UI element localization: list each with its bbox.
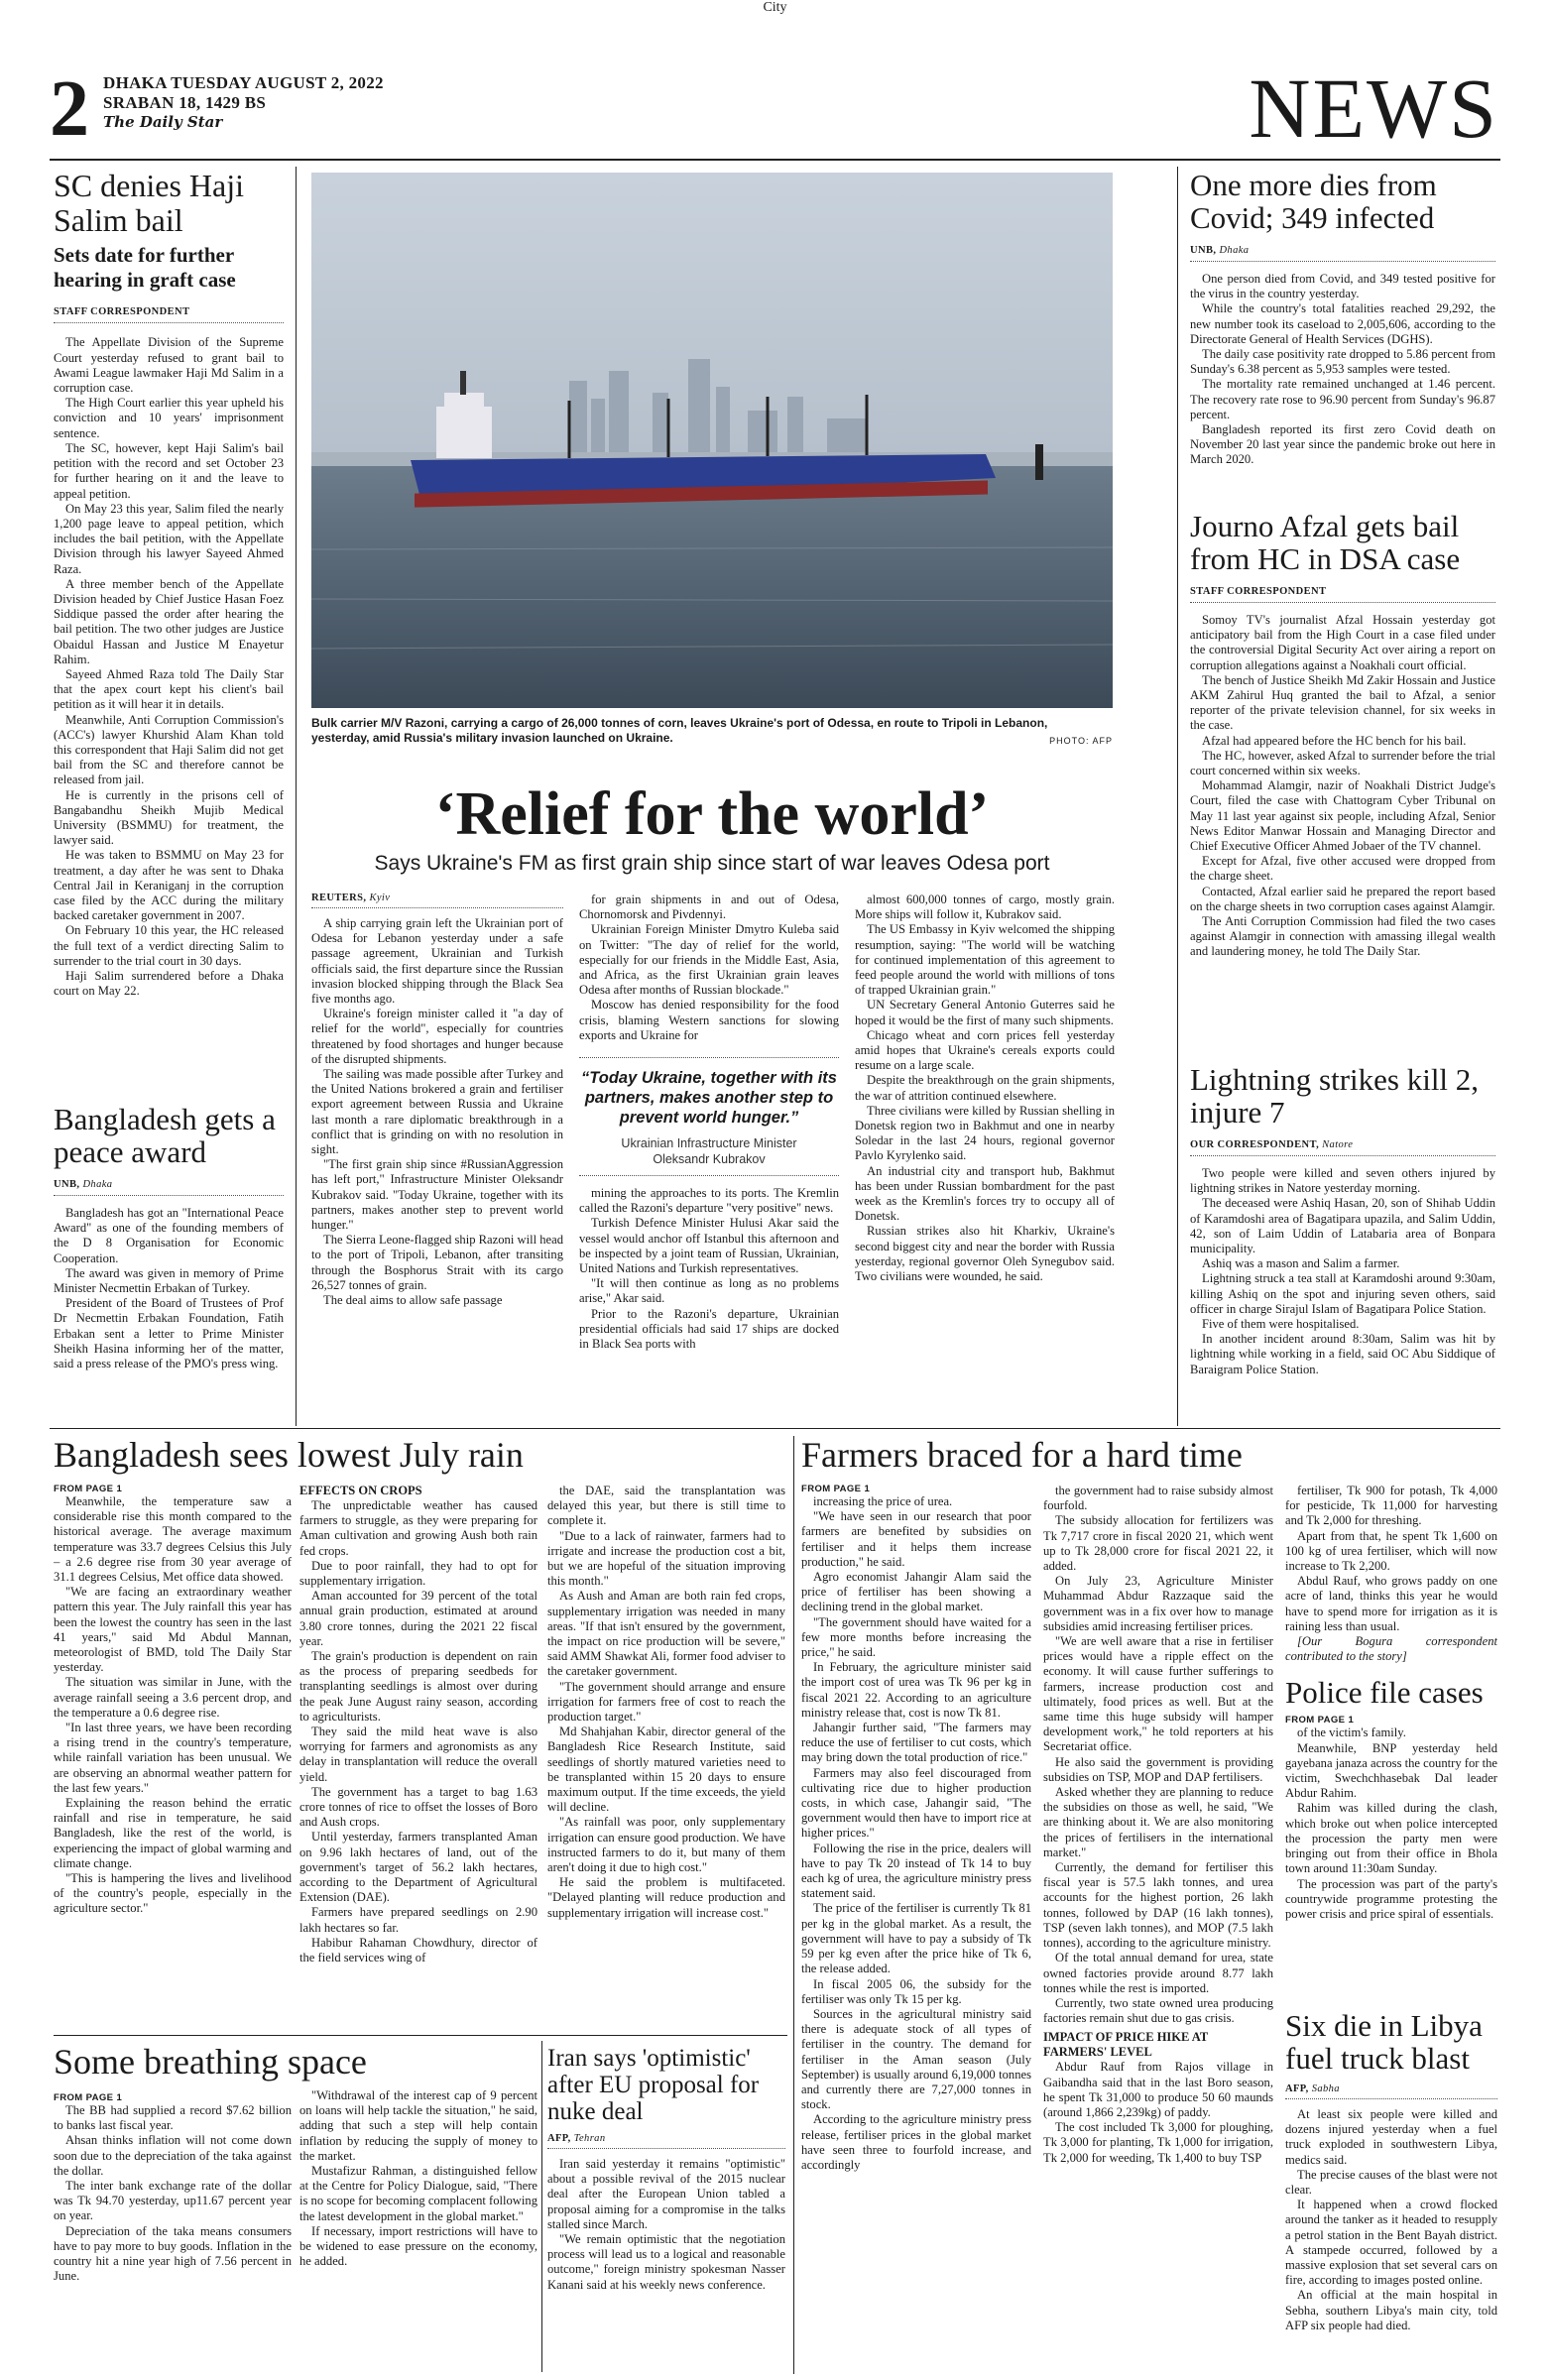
- paragraph: The mortality rate remained unchanged at 1.46 percent. The recovery rate rose to 96.90 percent from Sunday's 96.87 percent.: [1190, 377, 1495, 421]
- paragraph: Prior to the Razoni's departure, Ukrainian presidential officials had said 17 ships are docked in Black Sea ports with: [579, 1306, 839, 1352]
- dateline-bengali-date: SRABAN 18, 1429 BS: [103, 93, 267, 112]
- paragraph: He said the problem is multifaceted. "Delayed planting will reduce production and supplementary irrigation will increase cost.": [547, 1875, 785, 1920]
- paragraph: "In last three years, we have been recording a rising trend in the country's temperature, while rainfall variation has been unusual. We are observing an abnormal weather pattern for the last few years.": [54, 1721, 292, 1795]
- ship-photo: [311, 173, 1113, 708]
- paragraph: It happened when a crowd flocked around the tanker as it headed to resupply a petrol station in the Bent Bayah district. A stampede occurred, followed by a massive explosion that set several cars on fire, according to images posted online.: [1285, 2198, 1497, 2288]
- paragraph: "It will then continue as long as no problems arise," Akar said.: [579, 1276, 839, 1306]
- paragraph: "We are well aware that a rise in fertiliser prices would have a ripple effect on the economy. It will cause further sufferings to farmers, increase production cost and ultimately, food prices as well. But at the same time this huge subsidy will hamper development work," he told reporters at his Secretariat office.: [1043, 1634, 1273, 1754]
- headline: One more dies from Covid; 349 infected: [1190, 169, 1437, 236]
- paragraph: A three member bench of the Appellate Division headed by Chief Justice Hasan Foez Siddique passed the order after hearing the bail petition. The two other judges are Justice Obaidul Hassan and Justice M Enayetur Rahim.: [54, 576, 284, 666]
- paragraph: The sailing was made possible after Turkey and the United Nations brokered a grain and fertiliser export agreement between Russia and Ukraine last month a rare diplomatic breakthrough in a conflict that is grinding on with no resolution in sight.: [311, 1067, 563, 1157]
- paragraph: increasing the price of urea.: [813, 1494, 953, 1508]
- paragraph: fertiliser, Tk 900 for potash, Tk 4,000 for pesticide, Tk 11,000 for harvesting and Tk 2,000 for threshing.: [1285, 1484, 1497, 1528]
- paragraph: The inter bank exchange rate of the dollar was Tk 94.70 yesterday, up11.67 percent year on year.: [54, 2179, 292, 2223]
- headline: Bangladesh sees lowest July rain: [54, 1435, 524, 1475]
- paragraph: The award was given in memory of Prime Minister Necmettin Erbakan of Turkey.: [54, 1265, 284, 1295]
- paragraph: Chicago wheat and corn prices fell yesterday amid hopes that Ukraine's cereals exports could resume on a large scale.: [855, 1027, 1115, 1073]
- byline: AFP, Tehran: [547, 2133, 606, 2144]
- paragraph: Abdur Rauf from Rajos village in Gaibandha said that in the last Boro season, he spent Tk 31,000 to produce 50 60 maunds (around 1,866 2,239kg) of paddy.: [1043, 2060, 1273, 2119]
- paragraph: Three civilians were killed by Russian shelling in Donetsk region two in Bakhmut and one in nearby Soledar in the last 24 hours, regional governor Pavlo Kyrylenko said.: [855, 1103, 1115, 1163]
- paragraph: In another incident around 8:30am, Salim was hit by lightning while working in a field, said OC Abu Siddique of Baraigram Police Station.: [1190, 1332, 1495, 1376]
- paragraph: Depreciation of the taka means consumers have to pay more to buy goods. Inflation in the country hit a nine year high of 7.56 percent in June.: [54, 2223, 292, 2284]
- paragraph: "Withdrawal of the interest cap of 9 percent on loans will help tackle the situation," he said, adding that such a step will help contain inflation by reducing the supply of money to the market.: [299, 2088, 537, 2163]
- paragraph: the DAE, said the transplantation was delayed this year, but there is still time to complete it.: [547, 1484, 785, 1528]
- paragraph: Meanwhile, Anti Corruption Commission's (ACC's) lawyer Khurshid Alam Khan told this correspondent that Haji Salim did not get bail from the SC and therefore cannot be released from jail.: [54, 712, 284, 787]
- headline: Police file cases: [1285, 1676, 1484, 1710]
- headline: Bangladesh gets a peace award: [54, 1103, 276, 1170]
- paragraph: Contacted, Afzal earlier said he prepared the report based on the charge sheets in two corruption cases against Alamgir.: [1190, 884, 1495, 913]
- paragraph: "The government should have waited for a few more months before increasing the price," he said.: [801, 1614, 1031, 1660]
- from-page-label: FROM PAGE 1: [54, 1484, 123, 1494]
- article-body: [54, 1206, 284, 1371]
- paragraph: Currently, two state owned urea producing factories remain shut due to gas crisis.: [1043, 1995, 1273, 2026]
- article-breathing-col2: [299, 2088, 537, 2370]
- quote-attribution-title: Ukrainian Infrastructure Minister: [621, 1136, 797, 1151]
- paragraph: Ahsan thinks inflation will not come down soon due to the depreciation of the taka against the dollar.: [54, 2133, 292, 2178]
- article-lightning: [1190, 1063, 1495, 1422]
- paragraph: Turkish Defence Minister Hulusi Akar said the vessel would anchor off Istanbul this afternoon and be inspected by a joint team of Russian, Ukrainian, United Nations and Turkish representatives.: [579, 1216, 839, 1276]
- paragraph: UN Secretary General Antonio Guterres said he hoped it would be the first of many such shipments.: [855, 998, 1115, 1027]
- paragraph: Asked whether they are planning to reduce the subsidies on those as well, he said, "We are thinking about it. We are also monitoring the prices of fertilisers in the international market.": [1043, 1785, 1273, 1859]
- paragraph: Rahim was killed during the clash, which broke out when police intercepted the procession the party men were bringing out from their office in Bhola town around 11:30am Sunday.: [1285, 1801, 1497, 1876]
- byline: UNB, Dhaka: [54, 1178, 113, 1190]
- paragraph: Except for Afzal, five other accused were dropped from the charge sheet.: [1190, 854, 1495, 884]
- byline: REUTERS, Kyiv: [311, 892, 391, 903]
- headline: Journo Afzal gets bail from HC in DSA case: [1190, 510, 1461, 577]
- paragraph: Russian strikes also hit Kharkiv, Ukraine's second biggest city and near the border with Russia yesterday, regional governor Oleh Synegubov said. Two civilians were wounded, he said.: [855, 1224, 1115, 1284]
- byline: UNB, Dhaka: [1190, 244, 1250, 256]
- paragraph: The Appellate Division of the Supreme Court yesterday refused to grant bail to Awami League lawmaker Haji Md Salim in a corruption case.: [54, 335, 284, 396]
- headline: Six die in Libya fuel truck blast: [1285, 2009, 1483, 2077]
- article-relief-col1: [311, 892, 563, 1418]
- paragraph: "The government should arrange and ensure irrigation for farmers free of cost to reach the production target.": [547, 1679, 785, 1725]
- paragraph: Moscow has denied responsibility for the food crisis, blaming Western sanctions for slowing exports and Ukraine for: [579, 998, 839, 1042]
- dateline-date: DHAKA TUESDAY AUGUST 2, 2022: [103, 73, 384, 92]
- subheadline: Says Ukraine's FM as first grain ship since start of war leaves Odesa port: [374, 851, 1050, 875]
- article-libya: [1285, 2009, 1497, 2372]
- from-page-label: FROM PAGE 1: [801, 1484, 871, 1494]
- paragraph: mining the approaches to its ports. The Kremlin called the Razoni's departure "very positive" news.: [579, 1186, 839, 1216]
- paragraph: Sources in the agricultural ministry said there is adequate stock of all types of fertiliser in the country. The demand for fertiliser in the Aman season (July September) is usually around 6,19,000 tonnes and currently there are 7,27,000 tonnes in stock.: [801, 2006, 1031, 2112]
- paragraph: The price of the fertiliser is currently Tk 81 per kg in the global market. As a result, the government will have to pay a subsidy of Tk 59 per kg even after the price hike of Tk 6, the release added.: [801, 1901, 1031, 1976]
- headline: Iran says 'optimistic' after EU proposal for nuke deal: [547, 2045, 760, 2125]
- paragraph: Five of them were hospitalised.: [1202, 1316, 1360, 1331]
- paragraph: The government has a target to bag 1.63 crore tonnes of rice to offset the losses of Boro and Aush crops.: [299, 1784, 537, 1830]
- paragraph: If necessary, import restrictions will have to be widened to ease pressure on the economy, he added.: [299, 2223, 537, 2269]
- paragraph: "We are facing an extraordinary weather pattern this year. The July rainfall this year has been the lowest the country has seen in the last 41 years," said Md Abdul Mannan, meteorologist of BMD, told The Daily Star yesterday.: [54, 1585, 292, 1675]
- article-police: [1285, 1676, 1497, 1997]
- paragraph: The cost included Tk 3,000 for ploughing, Tk 3,000 for planting, Tk 1,000 for irrigation, Tk 2,000 for weeding, Tk 1,400 to buy TSP: [1043, 2120, 1273, 2165]
- paragraph: Until yesterday, farmers transplanted Aman on 9.96 lakh hectares of land, out of the government's target of 56.2 lakh hectares, according to the Department of Agricultural Extension (DAE).: [299, 1830, 537, 1905]
- paragraph: President of the Board of Trustees of Prof Dr Necmettin Erbakan Foundation, Fatih Erbakan sent a letter to Prime Minister Sheikh Hasina informing her of the matter, said a press release of the PMO's press wing.: [54, 1296, 284, 1370]
- article-breathing-col1: [54, 2092, 292, 2370]
- paragraph: Bangladesh has got an "International Peace Award" as one of the founding members of the D 8 Organisation for Economic Cooperation.: [54, 1205, 284, 1265]
- paragraph: "We remain optimistic that the negotiation process will lead us to a logical and reasonable outcome," foreign ministry spokesman Nasser Kanani said at his weekly news conference.: [547, 2232, 785, 2292]
- article-covid: [1190, 169, 1495, 521]
- paragraph: The deal aims to allow safe passage: [323, 1293, 503, 1308]
- paragraph: The bench of Justice Sheikh Md Zakir Hossain and Justice AKM Zahirul Huq granted the bail to Afzal, a senior reporter of the private television channel, for six weeks in the case.: [1190, 672, 1495, 733]
- paragraph: A ship carrying grain left the Ukrainian port of Odesa for Lebanon yesterday under a safe passage agreement, Ukrainian and Turkish officials said, the first departure since the Russian invasion blocked shipping through the Black Sea five months ago.: [311, 916, 563, 1007]
- article-farmers-col1: [801, 1484, 1031, 2372]
- headline: Farmers braced for a hard time: [801, 1435, 1243, 1475]
- paragraph: At least six people were killed and dozens injured yesterday when a fuel truck exploded in southwestern Libya, medics said.: [1285, 2106, 1497, 2167]
- article-farmers-col2: [1043, 1484, 1273, 2372]
- paragraph: According to the agriculture ministry press release, fertiliser prices in the global market have seen three to fourfold increase, and accordingly: [801, 2112, 1031, 2172]
- paragraph: Somoy TV's journalist Afzal Hossain yesterday got anticipatory bail from the High Court in a case filed under the controversial Digital Security Act over airing a report on corruption allegations against a Noakhali court official.: [1190, 612, 1495, 672]
- paragraph: Ukrainian Foreign Minister Dmytro Kuleba said on Twitter: "The day of relief for the world, especially for our friends in the Middle East, Asia, and Africa, as the first Ukrainian grain leaves Odesa after months of Russian blockade.": [579, 922, 839, 998]
- paragraph: Afzal had appeared before the HC bench for his bail.: [1202, 733, 1467, 748]
- paragraph: Abdul Rauf, who grows paddy on one acre of land, thinks this year he would have to spend more for irrigation as it is raining less than usual.: [1285, 1574, 1497, 1633]
- paragraph: In February, the agriculture minister said the import cost of urea was Tk 96 per kg in fiscal 2021 22. According to an agriculture ministry release that, cost is now Tk 81.: [801, 1660, 1031, 1720]
- paragraph: "Due to a lack of rainwater, farmers had to irrigate and increase the production cost a bit, but we are hopeful of the situation improving this month.": [547, 1528, 785, 1589]
- paragraph: On February 10 this year, the HC released the full text of a verdict directing Salim to surrender to the trial court in 30 days.: [54, 923, 284, 968]
- paragraph: They said the mild heat wave is also worrying for farmers and agronomists as any delay in transplantation will reduce the overall yield.: [299, 1725, 537, 1784]
- article-iran: [547, 2045, 785, 2372]
- paragraph: Apart from that, he spent Tk 1,600 on 100 kg of urea fertiliser, which will now increase to Tk 2,200.: [1285, 1528, 1497, 1574]
- paragraph: Lightning struck a tea stall at Karamdoshi around 9:30am, killing Ashiq on the spot and injuring seven others, said officer in charge Sirajul Islam of Bagatipara Police Station.: [1190, 1271, 1495, 1316]
- section-label: City: [763, 0, 787, 15]
- paragraph: An industrial city and transport hub, Bakhmut has been under Russian bombardment for the past week as the Kremlin's forces try to occupy all of Donetsk.: [855, 1163, 1115, 1224]
- article-afzal: [1190, 510, 1495, 1061]
- article-rain-col1: [54, 1484, 292, 2019]
- paragraph: Jahangir further said, "The farmers may reduce the use of fertiliser to cut costs, which may bring down the total production of rice.": [801, 1721, 1031, 1765]
- article-haji-salim: [54, 169, 284, 1101]
- from-page-label: FROM PAGE 1: [1285, 1715, 1355, 1726]
- paragraph: Ukraine's foreign minister called it "a day of relief for the world", especially for countries threatened by food shortages and hunger because of the disrupted shipments.: [311, 1007, 563, 1066]
- paragraph: Iran said yesterday it remains "optimistic" about a possible revival of the 2015 nuclear deal after the European Union tabled a proposal aiming for a compromise in the talks stalled since March.: [547, 2157, 785, 2231]
- paragraph: He also said the government is providing subsidies on TSP, MOP and DAP fertilisers.: [1043, 1754, 1273, 1784]
- paragraph: The deceased were Ashiq Hasan, 20, son of Shihab Uddin of Karamdoshi area of Bagatipara upazila, and Salim Uddin, 42, son of Laim Uddin of Latabaria area of Bonpara municipality.: [1190, 1196, 1495, 1255]
- paragraph: The US Embassy in Kyiv welcomed the shipping resumption, saying: "The world will be watching for continued implementation of this agreement to feed people around the world with millions of tons of trapped Ukrainian grain.": [855, 922, 1115, 998]
- subheadline: Sets date for further hearing in graft case: [54, 243, 236, 293]
- paragraph: The SC, however, kept Haji Salim's bail petition with the record and set October 23 for further hearing on it and the leave to appeal petition.: [54, 440, 284, 501]
- paragraph: The High Court earlier this year upheld his conviction and 10 years' imprisonment sentence.: [54, 396, 284, 440]
- paragraph: In fiscal 2005 06, the subsidy for the fertiliser was only Tk 15 per kg.: [801, 1976, 1031, 2006]
- paragraph: Following the rise in the price, dealers will have to pay Tk 20 instead of Tk 14 to buy each kg of urea, the agriculture ministry press statement said.: [801, 1841, 1031, 1901]
- headline: SC denies Haji Salim bail: [54, 169, 244, 238]
- paragraph: The BB had supplied a record $7.62 billion to banks last fiscal year.: [54, 2103, 292, 2133]
- paragraph: The unpredictable weather has caused farmers to struggle, as they were preparing for Aman cultivation and growing Aush both rain fed crops.: [299, 1498, 537, 1558]
- paragraph: Bangladesh reported its first zero Covid death on November 20 last year since the pandemic broke out here in March 2020.: [1190, 421, 1495, 467]
- paragraph: Meanwhile, BNP yesterday held gayebana janaza across the country for the victim, Swechchhasebak Dal leader Abdur Rahim.: [1285, 1740, 1497, 1801]
- paragraph: Agro economist Jahangir Alam said the price of fertiliser has been showing a declining trend in the global market.: [801, 1570, 1031, 1614]
- paragraph: Currently, the demand for fertiliser this fiscal year is 57.5 lakh tonnes, and urea accounts for the highest portion, 26 lakh tonnes, followed by DAP (16 lakh tonnes), TSP (seven lakh tonnes), and MOP (7.5 lakh tonnes), according to the agriculture ministry.: [1043, 1860, 1273, 1951]
- headline: ‘Relief for the world’: [434, 780, 990, 848]
- section-title: NEWS: [1249, 60, 1498, 156]
- paragraph: While the country's total fatalities reached 29,292, the new number took its caseload to 2,005,606, according to the Directorate General of Health Services (DGHS).: [1190, 301, 1495, 346]
- paragraph: As Aush and Aman are both rain fed crops, supplementary irrigation was needed in many areas. "If that isn't ensured by the government, the impact on rice production will be severe," said AMM Shawkat Ali, former food adviser to the caretaker government.: [547, 1589, 785, 1679]
- paragraph: On May 23 this year, Salim filed the nearly 1,200 page leave to appeal petition, which includes the bail petition, with the Appellate Division through his lawyer Sayeed Ahmed Raza.: [54, 501, 284, 576]
- paragraph: Two people were killed and seven others injured by lightning strikes in Natore yesterday morning.: [1190, 1165, 1495, 1196]
- paragraph: Habibur Rahaman Chowdhury, director of the field services wing of: [299, 1935, 537, 1965]
- paragraph: of the victim's family.: [1297, 1726, 1406, 1740]
- paragraph: "As rainfall was poor, only supplementary irrigation can ensure good production. We have instructed farmers to do it, but many of them aren't doing it due to high cost.": [547, 1815, 785, 1875]
- article-relief-col2: [579, 892, 839, 1418]
- paragraph: for grain shipments in and out of Odesa, Chornomorsk and Pivdennyi.: [579, 892, 839, 922]
- section-subhead: IMPACT OF PRICE HIKE AT FARMERS' LEVEL: [1043, 2030, 1208, 2060]
- quote-attribution-name: Oleksandr Kubrakov: [653, 1152, 766, 1167]
- paragraph: Sayeed Ahmed Raza told The Daily Star that the apex court kept his client's bail petition as it will hear it in details.: [54, 666, 284, 712]
- contributor-note: [Our Bogura correspondent contributed to the story]: [1285, 1634, 1497, 1664]
- paragraph: Haji Salim surrendered before a Dhaka court on May 22.: [54, 969, 284, 999]
- paragraph: The Anti Corruption Commission had filed the two cases against Alamgir in connection with amassing illegal wealth and laundering money, he told The Daily Star.: [1190, 914, 1495, 959]
- paragraph: The Sierra Leone-flagged ship Razoni will head to the port of Tripoli, Lebanon, after transiting through the Bosphorus Strait with its cargo 26,527 tonnes of grain.: [311, 1233, 563, 1292]
- page-number: 2: [50, 65, 89, 153]
- paragraph: Despite the breakthrough on the grain shipments, the war of attrition continued elsewhere.: [855, 1073, 1115, 1103]
- paragraph: Explaining the reason behind the erratic rainfall and rise in temperature, he said Bangladesh, like the rest of the world, is experiencing the impact of global warming and climate change.: [54, 1796, 292, 1870]
- article-relief-col3: [855, 892, 1115, 1418]
- article-rain-col2: [299, 1484, 537, 2019]
- byline: STAFF CORRESPONDENT: [1190, 585, 1327, 597]
- paragraph: The HC, however, asked Afzal to surrender before the trial court concerned within six weeks.: [1190, 748, 1495, 777]
- paragraph: Mustafizur Rahman, a distinguished fellow at the Centre for Policy Dialogue, said, "There is no scope for becoming complacent following the latest development in the global market.": [299, 2164, 537, 2223]
- photo-credit: PHOTO: AFP: [1049, 736, 1113, 746]
- article-peace-award: [54, 1103, 284, 1420]
- pull-quote: “Today Ukraine, together with its partners, makes another step to prevent world hunger.”: [581, 1069, 837, 1128]
- byline: STAFF CORRESPONDENT: [54, 306, 190, 318]
- headline: Lightning strikes kill 2, injure 7: [1190, 1063, 1480, 1130]
- section-subhead: EFFECTS ON CROPS: [299, 1484, 422, 1497]
- byline: OUR CORRESPONDENT, Natore: [1190, 1138, 1354, 1150]
- article-rain-col3: [547, 1484, 785, 2019]
- paragraph: He was taken to BSMMU on May 23 for treatment, a day after he was sent to Dhaka Central Jail in Keraniganj in the corruption case filed by the ACC during the military backed caretaker government in 2007.: [54, 848, 284, 923]
- paragraph: Md Shahjahan Kabir, director general of the Bangladesh Rice Research Institute, said seedlings of shortly matured varieties need to be transplanted within 15 20 days to ensure maximum output. If the time exceeds, the yield will decline.: [547, 1725, 785, 1815]
- paragraph: An official at the main hospital in Sebha, southern Libya's main city, told AFP six people had died.: [1285, 2288, 1497, 2332]
- paragraph: Mohammad Alamgir, nazir of Noakhali District Judge's Court, filed the case with Chattogram Cyber Tribunal on May 11 last year against six people, including Afzal, Senior News Editor Manwar Hossain and Managing Director and Chief Executive Officer Ahmed Jobaer of the TV channel.: [1190, 778, 1495, 853]
- paragraph: almost 600,000 tonnes of cargo, mostly grain. More ships will follow it, Kubrakov said.: [855, 892, 1115, 922]
- paragraph: the government had to raise subsidy almost fourfold.: [1043, 1484, 1273, 1513]
- article-body: [54, 335, 284, 999]
- headline: Some breathing space: [54, 2042, 367, 2082]
- paragraph: The daily case positivity rate dropped to 5.86 percent from Sunday's 6.38 percent as 5,953 samples were tested.: [1190, 346, 1495, 377]
- paragraph: Of the total annual demand for urea, state owned factories provide around 8.77 lakh tonnes while the rest is imported.: [1043, 1951, 1273, 1995]
- paragraph: The precise causes of the blast were not clear.: [1285, 2167, 1497, 2197]
- brand-logo: The Daily Star: [103, 113, 223, 131]
- paragraph: Meanwhile, the temperature saw a considerable rise this month compared to the historical average. The average maximum temperature was 33.7 degrees Celsius this July – a 2.6 degree rise from 30 year average of 31.1 degrees Celsius, Met office data showed.: [54, 1494, 292, 1585]
- paragraph: "We have seen in our research that poor farmers are benefited by subsidies on fertiliser and it helps them increase production," he said.: [801, 1509, 1031, 1569]
- paragraph: Due to poor rainfall, they had to opt for supplementary irrigation.: [299, 1558, 537, 1589]
- paragraph: "This is hampering the lives and livelihood of the country's people, especially in the agriculture sector.": [54, 1871, 292, 1916]
- paragraph: He is currently in the prisons cell of Bangabandhu Sheikh Mujib Medical University (BSMMU) for treatment, the lawyer said.: [54, 787, 284, 848]
- paragraph: One person died from Covid, and 349 tested positive for the virus in the country yesterday.: [1190, 271, 1495, 301]
- paragraph: The subsidy allocation for fertilizers was Tk 7,717 crore in fiscal 2020 21, which went up to Tk 28,000 crore for fiscal 2021 22, it added.: [1043, 1513, 1273, 1574]
- paragraph: On July 23, Agriculture Minister Muhammad Abdur Razzaque said the government was in a fix over how to manage subsidies amid increasing fertiliser prices.: [1043, 1574, 1273, 1633]
- paragraph: The grain's production is dependent on rain as the process of preparing seedbeds for transplanting seedlings is almost over during the peak June August rainy season, according to agriculturists.: [299, 1649, 537, 1724]
- article-farmers-col3: [1285, 1484, 1497, 1666]
- paragraph: "The first grain ship since #RussianAggression has left port," Infrastructure Minister Oleksandr Kubrakov said. "Today Ukraine, together with its partners, makes another step to prevent world hunger.": [311, 1157, 563, 1233]
- byline: AFP, Sabha: [1285, 2082, 1340, 2094]
- paragraph: Ashiq was a mason and Salim a farmer.: [1202, 1256, 1400, 1271]
- paragraph: Aman accounted for 39 percent of the total annual grain production, estimated at around 3.80 crore tonnes, during the 2021 22 fiscal year.: [299, 1589, 537, 1648]
- photo-caption: Bulk carrier M/V Razoni, carrying a cargo of 26,000 tonnes of corn, leaves Ukraine's port of Odessa, en route to Tripoli in Lebanon, yesterday, amid Russia's military invasion launched on Ukraine.: [311, 716, 1048, 745]
- paragraph: Farmers have prepared seedlings on 2.90 lakh hectares so far.: [299, 1905, 537, 1935]
- paragraph: Farmers may also feel discouraged from cultivating rice due to higher production costs, in which case, Jahangir said, "The government would then have to import rice at higher prices.": [801, 1765, 1031, 1841]
- paragraph: The procession was part of the party's countrywide programme protesting the power crisis and price spiral of essentials.: [1285, 1876, 1497, 1921]
- from-page-label: FROM PAGE 1: [54, 2092, 123, 2103]
- paragraph: The situation was similar in June, with the average rainfall seeing a 3.6 percent drop, and the temperature a 0.6 degree rise.: [54, 1675, 292, 1720]
